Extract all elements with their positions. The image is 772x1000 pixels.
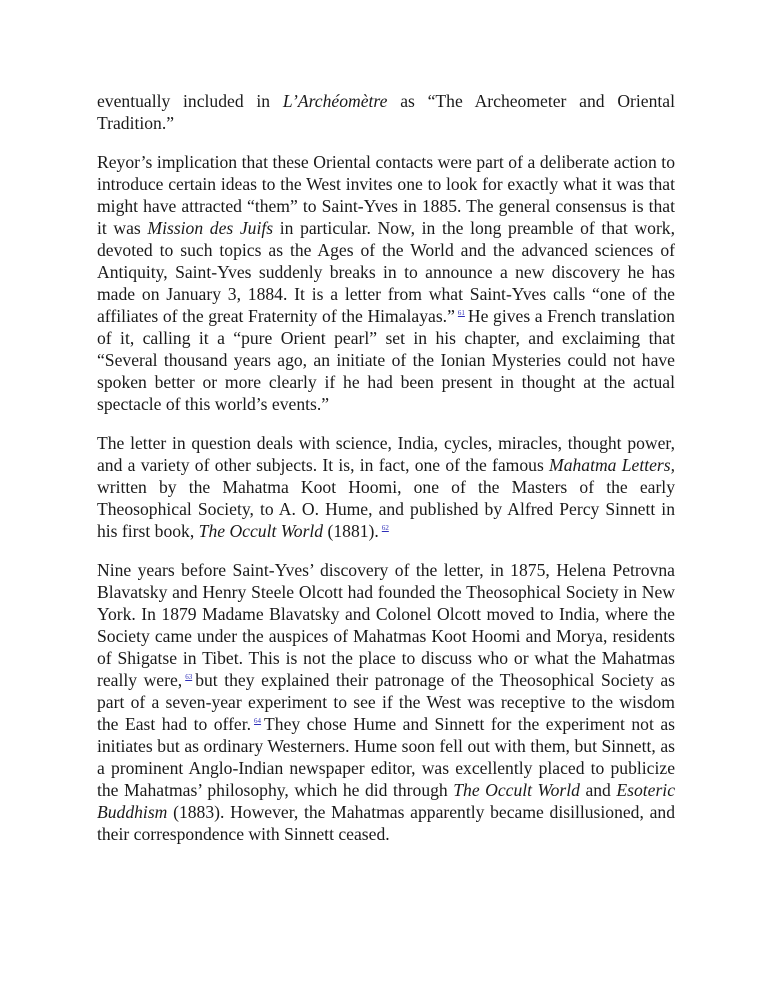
text-run: (1883). However, the Mahatmas apparently became disillusioned, and their correspondence with Sinnett ceased.	[97, 802, 675, 844]
text-run: as “The Archeometer and Oriental Tradition.”	[97, 91, 675, 133]
text-run: Reyor’s implication that these Oriental contacts were part of a deliberate action to introduce certain ideas to the West invites one to look for exactly what it was that might have attracted “them” to Saint-Yves in 1885. The general consensus is that it was	[97, 152, 675, 238]
text-run: They chose Hume and Sinnett for the experiment not as initiates but as ordinary Westerners. Hume soon fell out with them, but Sinnett, as a prominent Anglo-Indian newspaper editor, was excellently placed to publicize the Mahatmas’ philosophy, which he did through	[97, 714, 675, 800]
text-run: written by the Mahatma Koot Hoomi, one of the Masters of the early Theosophical Society, to A. O. Hume, and published by Alfred Percy Sinnett in his first book,	[97, 477, 675, 541]
footnote-link-62[interactable]: 62	[381, 524, 389, 532]
text-run: eventually included in	[97, 91, 283, 111]
footnote-link-61[interactable]: 61	[457, 309, 465, 317]
italic-title: The Occult World	[198, 521, 324, 541]
italic-title: Mahatma Letters,	[549, 455, 675, 475]
text-run: and	[579, 780, 617, 800]
footnote-link-63[interactable]: 63	[185, 673, 193, 681]
text-run: (1881).	[323, 521, 379, 541]
paragraph-2	[97, 151, 675, 415]
italic-title: Esoteric Buddhism	[97, 780, 676, 822]
text-run: The letter in question deals with science, India, cycles, miracles, thought power, and a variety of other subjects. It is, in fact, one of the famous	[97, 433, 675, 475]
paragraph-1	[97, 90, 675, 134]
text-run: in particular. Now, in the long preamble of that work, devoted to such topics as the Ages of the World and the advanced sciences of Antiquity, Saint-Yves suddenly breaks in to announce a new discovery he has made on January 3, 1884. It is a letter from what Saint-Yves calls “one of the affiliates of the great Fraternity of the Himalayas.”	[97, 218, 675, 326]
text-run: He gives a French translation of it, calling it a “pure Orient pearl” set in his chapter, and exclaiming that “Several thousand years ago, an initiate of the Ionian Mysteries could not have spoken better or more clearly if he had been present in thought at the actual spectacle of this world’s events.”	[97, 306, 675, 414]
footnote-link-64[interactable]: 64	[254, 717, 262, 725]
italic-title: L’Archéomètre	[282, 91, 388, 111]
document-page	[97, 90, 675, 862]
italic-title: Mission des Juifs	[147, 218, 274, 238]
paragraph-3	[97, 432, 675, 542]
text-run: but they explained their patronage of the Theosophical Society as part of a seven-year experiment to see if the West was receptive to the wisdom the East had to offer.	[97, 670, 675, 734]
italic-title: The Occult World	[453, 780, 580, 800]
text-run: Nine years before Saint-Yves’ discovery of the letter, in 1875, Helena Petrovna Blavatsky and Henry Steele Olcott had founded the Theosophical Society in New York. In 1879 Madame Blavatsky and Colonel Olcott moved to India, where the Society came under the auspices of Mahatmas Koot Hoomi and Morya, residents of Shigatse in Tibet. This is not the place to discuss who or what the Mahatmas really were,	[97, 560, 675, 690]
paragraph-4	[97, 559, 675, 845]
